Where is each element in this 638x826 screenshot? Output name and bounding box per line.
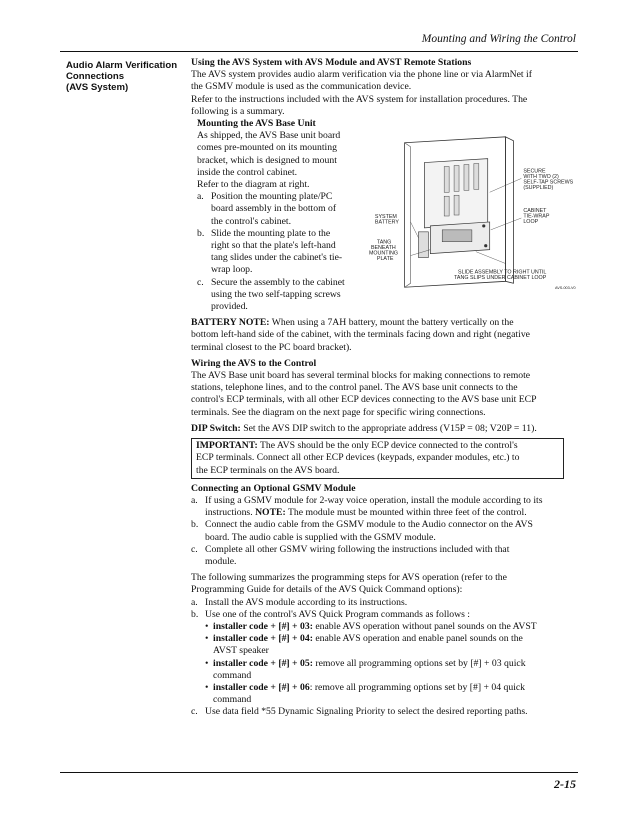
- dip-text: Set the AVS DIP switch to the appropriate address (V15P = 08; V20P = 11).: [240, 422, 537, 434]
- sidebar-heading-line: (AVS System): [66, 82, 129, 93]
- step-line: tang slides under the cabinet's tie-: [211, 252, 343, 264]
- wiring-line: terminals. See the diagram on the next page for specific wiring connections.: [191, 406, 486, 418]
- step-line: board assembly in the bottom of: [211, 203, 337, 215]
- command-item: [191, 682, 577, 706]
- step-line: provided.: [211, 301, 248, 313]
- step-marker: b.: [197, 227, 205, 239]
- battery-note-label: BATTERY NOTE:: [191, 317, 270, 329]
- important-label: IMPORTANT:: [196, 440, 258, 452]
- step-line: [205, 507, 577, 519]
- label-battery: BATTERY: [375, 219, 400, 226]
- important-text: The AVS should be the only ECP device connected to the control's: [257, 440, 518, 452]
- step-text: instructions.: [205, 507, 256, 519]
- step-marker: a.: [191, 494, 198, 506]
- intro-line: The AVS system provides audio alarm verification via the phone line or via AlarmNet if: [191, 69, 532, 81]
- running-header: Mounting and Wiring the Control: [421, 33, 576, 45]
- mounting-step: [197, 277, 365, 314]
- battery-note-line: bottom left-hand side of the cabinet, with the terminals facing down and right (negative: [191, 329, 530, 341]
- step-line: If using a GSMV module for 2-way voice operation, install the module according to its: [205, 494, 543, 506]
- wiring-title: Wiring the AVS to the Control: [191, 357, 317, 369]
- step-marker: a.: [197, 191, 204, 203]
- command-item: [191, 658, 577, 682]
- prog-step: [191, 609, 577, 621]
- mounting-line: bracket, which is designed to mount: [197, 154, 337, 166]
- main-content: [191, 57, 577, 719]
- label-secure: SELF-TAP SCREWS: [523, 179, 574, 186]
- label-secure: (SUPPLIED): [523, 185, 554, 192]
- sidebar-heading-line: Connections: [66, 71, 125, 82]
- screw-icon: [484, 244, 487, 247]
- wiring-line: stations, telephone lines, and to the control panel. The AVS base unit connects to the: [191, 382, 518, 394]
- mounting-section: [191, 130, 577, 313]
- step-line: Position the mounting plate/PC: [211, 191, 333, 203]
- important-line: the ECP terminals on the AVS board.: [196, 464, 340, 476]
- step-line: right so that the plate's left-hand: [211, 240, 336, 252]
- command-item: [191, 621, 577, 633]
- cabinet-side: [506, 137, 514, 283]
- mounting-step: [197, 191, 365, 228]
- mounting-line: inside the control cabinet.: [197, 166, 298, 178]
- gsmv-step: [191, 544, 577, 568]
- battery-note-line: terminal closest to the PC board bracket).: [191, 341, 352, 353]
- command-item: [191, 633, 577, 657]
- prog-line: The following summarizes the programming steps for AVS operation (refer to the: [191, 572, 507, 584]
- label-tang: MOUNTING: [369, 250, 399, 257]
- command-text: enable AVS operation and enable panel sounds on the: [312, 633, 523, 645]
- label-cabinet: TIE-WRAP: [523, 213, 550, 220]
- dip-switch: [191, 423, 577, 435]
- step-marker: a.: [191, 596, 198, 608]
- command-text: remove all programming options set by [#] + 03 quick: [312, 657, 526, 669]
- mounting-line: As shipped, the AVS Base unit board: [197, 130, 341, 142]
- command-code: installer code + [#] + 04:: [213, 633, 313, 645]
- step-text: Install the AVS module according to its instructions.: [205, 596, 408, 608]
- command-code: installer code + [#] + 03:: [213, 620, 313, 632]
- command-text: enable AVS operation without panel sounds on the AVST: [312, 620, 537, 632]
- step-line: wrap loop.: [211, 264, 253, 276]
- mounting-line: comes pre-mounted on its mounting: [197, 142, 337, 154]
- label-slide: TANG SLIPS UNDER CABINET LOOP: [454, 275, 547, 282]
- command-code: installer code + [#] + 05:: [213, 657, 313, 669]
- command-text: : remove all programming options set by [#] + 04 quick: [309, 681, 526, 693]
- label-cabinet: LOOP: [523, 219, 539, 226]
- sidebar-heading-line: Audio Alarm Verification: [66, 60, 178, 71]
- battery-note: [191, 317, 577, 329]
- step-text: Use data field *55 Dynamic Signaling Priority to select the desired reporting paths.: [205, 706, 528, 718]
- important-line: ECP terminals. Connect all other ECP devices (keypads, expander modules, etc.) to: [196, 452, 520, 464]
- step-marker: b.: [191, 519, 199, 531]
- mounting-text: [191, 130, 365, 313]
- label-secure: WITH TWO (2): [523, 174, 559, 181]
- gsmv-step: [191, 519, 577, 543]
- step-line: Connect the audio cable from the GSMV module to the Audio connector on the AVS: [205, 519, 533, 531]
- step-line: board. The audio cable is supplied with the GSMV module.: [205, 531, 436, 543]
- header-rule: [60, 51, 578, 52]
- mounting-step: [197, 228, 365, 277]
- step-line: Complete all other GSMV wiring following the instructions included with that: [205, 543, 510, 555]
- wiring-line: control's ECP terminals, with all other ECP devices connecting to the AVS base unit ECP: [191, 394, 537, 406]
- footer-rule: [60, 772, 578, 773]
- gsmv-step: [191, 495, 577, 519]
- bullet-icon: •: [205, 681, 209, 693]
- command-text: command: [213, 694, 252, 706]
- command-text: AVST speaker: [213, 645, 269, 657]
- important-line: [196, 440, 558, 452]
- screw-icon: [482, 225, 485, 228]
- figure-code: AVS-003-V0: [555, 286, 576, 291]
- step-marker: b.: [191, 608, 199, 620]
- command-code: installer code + [#] + 06: [213, 681, 310, 693]
- intro-line: following is a summary.: [191, 105, 285, 117]
- step-line: module.: [205, 555, 237, 567]
- dip-label: DIP Switch:: [191, 422, 241, 434]
- step-marker: c.: [191, 706, 198, 718]
- label-tang: PLATE: [377, 256, 394, 263]
- prog-step: [191, 597, 577, 609]
- step-line: the control's cabinet.: [211, 215, 292, 227]
- battery-shape: [419, 232, 429, 258]
- command-text: command: [213, 669, 252, 681]
- label-tang: BENEATH: [371, 245, 396, 252]
- label-slide: SLIDE ASSEMBLY TO RIGHT UNTIL: [458, 269, 547, 276]
- mounting-title: Mounting the AVS Base Unit: [197, 118, 316, 130]
- step-line: Slide the mounting plate to the: [211, 227, 331, 239]
- step-line: Secure the assembly to the cabinet: [211, 276, 345, 288]
- avs-mounting-diagram: [367, 132, 577, 302]
- mounting-line: Refer to the diagram at right.: [197, 179, 310, 191]
- bullet-icon: •: [205, 620, 209, 632]
- step-text: Use one of the control's AVS Quick Program commands as follows :: [205, 608, 470, 620]
- intro-line: the GSMV module is used as the communication device.: [191, 81, 412, 93]
- label-cabinet: CABINET: [523, 208, 547, 215]
- battery-note-text: When using a 7AH battery, mount the battery vertically on the: [269, 317, 514, 329]
- cabinet-left-side: [405, 143, 411, 287]
- step-marker: c.: [191, 543, 198, 555]
- gsmv-title: Connecting an Optional GSMV Module: [191, 482, 356, 494]
- intro-line: Refer to the instructions included with the AVS system for installation procedures. The: [191, 93, 528, 105]
- prog-step: [191, 706, 577, 718]
- label-secure: SECURE: [523, 168, 546, 175]
- prog-line: Programming Guide for details of the AVS Quick Command options):: [191, 584, 463, 596]
- sidebar-heading: [66, 60, 184, 93]
- section-title: Using the AVS System with AVS Module and AVST Remote Stations: [191, 57, 472, 68]
- avs-board: [442, 230, 472, 242]
- note-label: NOTE:: [255, 507, 286, 519]
- step-line: using the two self-tapping screws: [211, 288, 341, 300]
- label-battery: SYSTEM: [375, 214, 398, 221]
- wiring-line: The AVS Base unit board has several terminal blocks for making connections to remote: [191, 370, 531, 382]
- bullet-icon: •: [205, 633, 209, 645]
- important-box: [191, 438, 564, 479]
- bullet-icon: •: [205, 657, 209, 669]
- step-marker: c.: [197, 276, 204, 288]
- step-text: The module must be mounted within three feet of the control.: [285, 507, 527, 519]
- label-tang: TANG: [377, 239, 392, 246]
- page-number: 2-15: [554, 777, 576, 791]
